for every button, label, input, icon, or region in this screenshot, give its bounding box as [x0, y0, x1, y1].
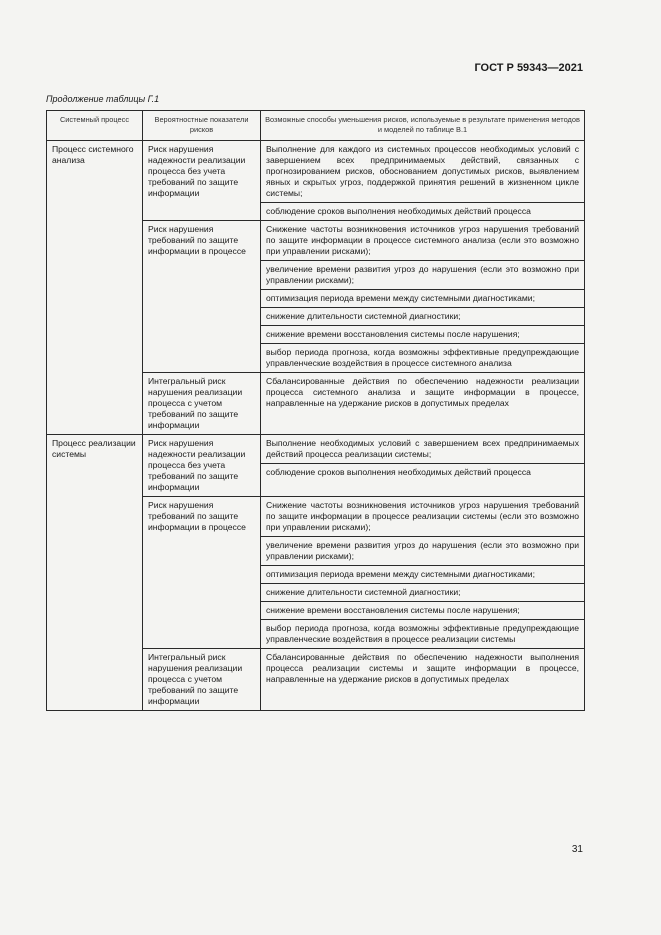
measure-item: выбор периода прогноза, когда возможны эффективные предупреждающие управленческие воздействия в процессе системного анализа: [261, 343, 584, 372]
measure-item: увеличение времени развития угроз до нарушения (если это возможно при управлении рисками);: [261, 260, 584, 289]
measures-cell: [261, 649, 585, 711]
indicator-cell: Интегральный риск нарушения реализации процесса с учетом требований по защите информации: [143, 649, 261, 711]
measure-item: соблюдение сроков выполнения необходимых действий процесса: [261, 202, 584, 220]
document-header: ГОСТ Р 59343—2021: [474, 62, 583, 74]
measure-item: снижение длительности системной диагностики;: [261, 307, 584, 325]
measure-item: соблюдение сроков выполнения необходимых действий процесса: [261, 463, 584, 481]
table-row: [47, 435, 585, 497]
measure-item: снижение времени восстановления системы после нарушения;: [261, 601, 584, 619]
measure-item: оптимизация периода времени между системными диагностиками;: [261, 565, 584, 583]
measure-item: Сбалансированные действия по обеспечению надежности реализации процесса системного анализа и защите информации в процессе, направленные на удержание рисков в допустимых пределах: [266, 376, 579, 408]
measure-item: увеличение времени развития угроз до нарушения (если это возможно при управлении рисками);: [261, 536, 584, 565]
measure-item: выбор периода прогноза, когда возможны эффективные предупреждающие управленческие воздействия в процессе реализации системы: [261, 619, 584, 648]
measure-item: снижение длительности системной диагностики;: [261, 583, 584, 601]
table-caption: Продолжение таблицы Г.1: [46, 94, 160, 104]
column-header-process: Системный процесс: [47, 111, 143, 141]
column-header-measures: Возможные способы уменьшения рисков, используемые в результате применения методов и моделей по таблице В.1: [261, 111, 585, 141]
measures-cell: [261, 435, 585, 497]
process-cell: Процесс системного анализа: [47, 141, 143, 435]
measure-item: Снижение частоты возникновения источников угроз нарушения требований по защите информации в процессе системного анализа (если это возможно при управлении рисками);: [266, 224, 579, 256]
page-number: 31: [571, 844, 583, 855]
measures-cell: [261, 141, 585, 221]
column-header-indicators: Вероятностные показатели рисков: [143, 111, 261, 141]
measure-item: Снижение частоты возникновения источников угроз нарушения требований по защите информации в процессе реализации системы (если это возможно при управлении рисками);: [266, 500, 579, 532]
process-cell: Процесс реализации системы: [47, 435, 143, 711]
indicator-cell: Интегральный риск нарушения реализации процесса с учетом требований по защите информации: [143, 373, 261, 435]
indicator-cell: Риск нарушения требований по защите информации в процессе: [143, 221, 261, 373]
measure-item: Выполнение для каждого из системных процессов необходимых условий с завершением всех предпринимаемых действий, связанных с прогнозированием рисков, обоснованием допустимых рисков, выявлением явных и скрытых угроз, поддержкой принятия решений в жизненном цикле системы;: [266, 144, 579, 198]
measures-cell: [261, 497, 585, 649]
risk-table: [46, 110, 585, 711]
indicator-cell: Риск нарушения требований по защите информации в процессе: [143, 497, 261, 649]
measures-cell: [261, 373, 585, 435]
indicator-cell: Риск нарушения надежности реализации процесса без учета требований по защите информации: [143, 141, 261, 221]
measure-item: оптимизация периода времени между системными диагностиками;: [261, 289, 584, 307]
indicator-cell: Риск нарушения надежности реализации процесса без учета требований по защите информации: [143, 435, 261, 497]
measure-item: Выполнение необходимых условий с завершением всех предпринимаемых действий процесса реализации системы;: [266, 438, 579, 459]
measure-item: снижение времени восстановления системы после нарушения;: [261, 325, 584, 343]
measures-cell: [261, 221, 585, 373]
measure-item: Сбалансированные действия по обеспечению надежности выполнения процесса реализации системы и защите информации в процессе, направленные на удержание рисков в допустимых пределах: [266, 652, 579, 684]
table-row: [47, 141, 585, 221]
table-header-row: [47, 111, 585, 141]
